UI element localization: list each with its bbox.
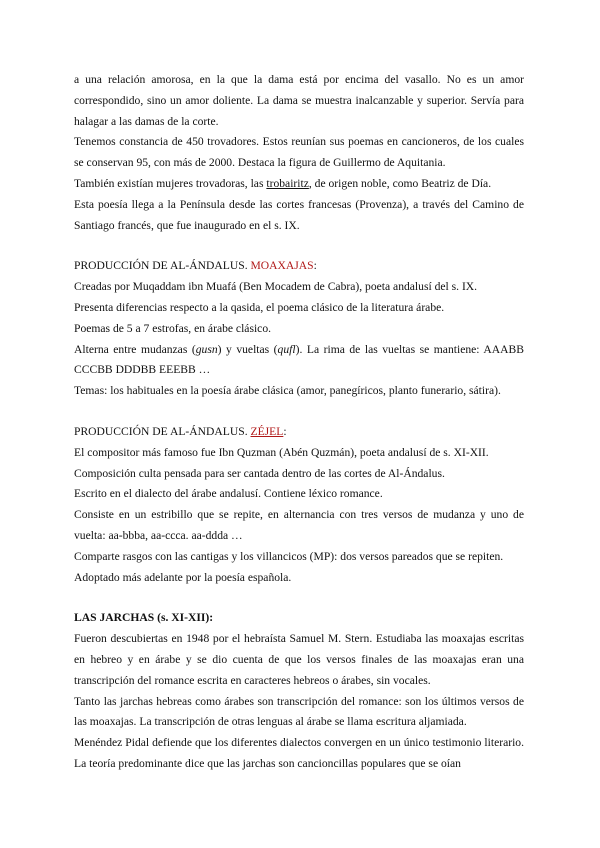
heading-prefix: PRODUCCIÓN DE AL-ÁNDALUS. (74, 424, 251, 438)
moaxajas-line-3: Poemas de 5 a 7 estrofas, en árabe clásico. (74, 321, 272, 335)
text: ). La rima de las vueltas se mantiene: AAABB CCCBB DDDBB EEEBB … (74, 342, 524, 377)
paragraph-trobairitz (74, 174, 524, 195)
jarchas-paragraph-3: Menéndez Pidal defiende que los diferentes dialectos convergen en un único testimonio literario. La teoría predominante dice que las jarchas son cancioncillas populares que se oían (74, 736, 524, 770)
paragraph-troubadour-count: Tenemos constancia de 450 trovadores. Estos reunían sus poemas en cancioneros, de los cuales se conservan 95, con más de 2000. Destaca la figura de Guillermo de Aquitania. (74, 135, 524, 170)
term-qufl: qufl (277, 342, 296, 356)
zejel-line-4: Consiste en un estribillo que se repite, en alternancia con tres versos de mudanza y uno de vuelta: aa-bbba, aa-ccca. aa-ddda … (74, 508, 524, 542)
zejel-line-3: Escrito en el dialecto del árabe andalusí. Contiene léxico romance. (74, 487, 383, 501)
heading-jarchas: LAS JARCHAS (s. XI-XII): (74, 611, 214, 625)
heading-zejel (74, 422, 524, 443)
heading-term: ZÉJEL (250, 424, 284, 438)
jarchas-paragraph-1: Fueron descubiertas en 1948 por el hebraísta Samuel M. Stern. Estudiaba las moaxajas escritas en hebreo y en árabe y se dio cuenta de que los versos finales de las moaxajas eran una transcripción del romance escrita en caracteres hebreos o árabes, sin vocales. (74, 632, 524, 687)
zejel-line-5: Comparte rasgos con las cantigas y los villancicos (MP): dos versos pareados que se repiten. (74, 549, 504, 563)
heading-suffix: : (313, 259, 317, 273)
paragraph-troubadour-love: a una relación amorosa, en la que la dama está por encima del vasallo. No es un amor correspondido, sino un amor doliente. La dama se muestra inalcanzable y superior. Servía para halagar a las damas de la corte. (74, 73, 524, 128)
zejel-line-6: Adoptado más adelante por la poesía española. (74, 570, 292, 584)
text: ) y vueltas ( (217, 342, 278, 356)
term-trobairitz: trobairitz (266, 176, 309, 190)
jarchas-paragraph-2: Tanto las jarchas hebreas como árabes son transcripción del romance: son los últimos versos de las moaxajas. La transcripción de otras lenguas al árabe se llama escritura aljamiada. (74, 694, 524, 729)
heading-suffix: : (283, 424, 287, 438)
text: Alterna entre mudanzas ( (74, 342, 196, 356)
term-gusn: gusn (195, 342, 218, 356)
heading-term: MOAXAJAS (250, 259, 314, 273)
moaxajas-line-4 (74, 340, 524, 382)
heading-prefix: PRODUCCIÓN DE AL-ÁNDALUS. (74, 259, 251, 273)
moaxajas-line-2: Presenta diferencias respecto a la qasida, el poema clásico de la literatura árabe. (74, 300, 445, 314)
zejel-line-2: Composición culta pensada para ser cantada dentro de las cortes de Al-Ándalus. (74, 466, 445, 480)
moaxajas-line-5: Temas: los habituales en la poesía árabe clásica (amor, panegíricos, planto funerario, sátira). (74, 384, 501, 398)
heading-moaxajas (74, 256, 524, 277)
zejel-line-1: El compositor más famoso fue Ibn Quzman (Abén Quzmán), poeta andalusí de s. XI-XII. (74, 445, 489, 459)
text: También existían mujeres trovadoras, las (74, 176, 267, 190)
moaxajas-line-1: Creadas por Muqaddam ibn Muafá (Ben Mocadem de Cabra), poeta andalusí del s. IX. (74, 280, 478, 294)
paragraph-peninsula: Esta poesía llega a la Península desde las cortes francesas (Provenza), a través del Camino de Santiago francés, que fue inaugurado en el s. IX. (74, 197, 524, 232)
text: , de origen noble, como Beatriz de Día. (308, 176, 492, 190)
